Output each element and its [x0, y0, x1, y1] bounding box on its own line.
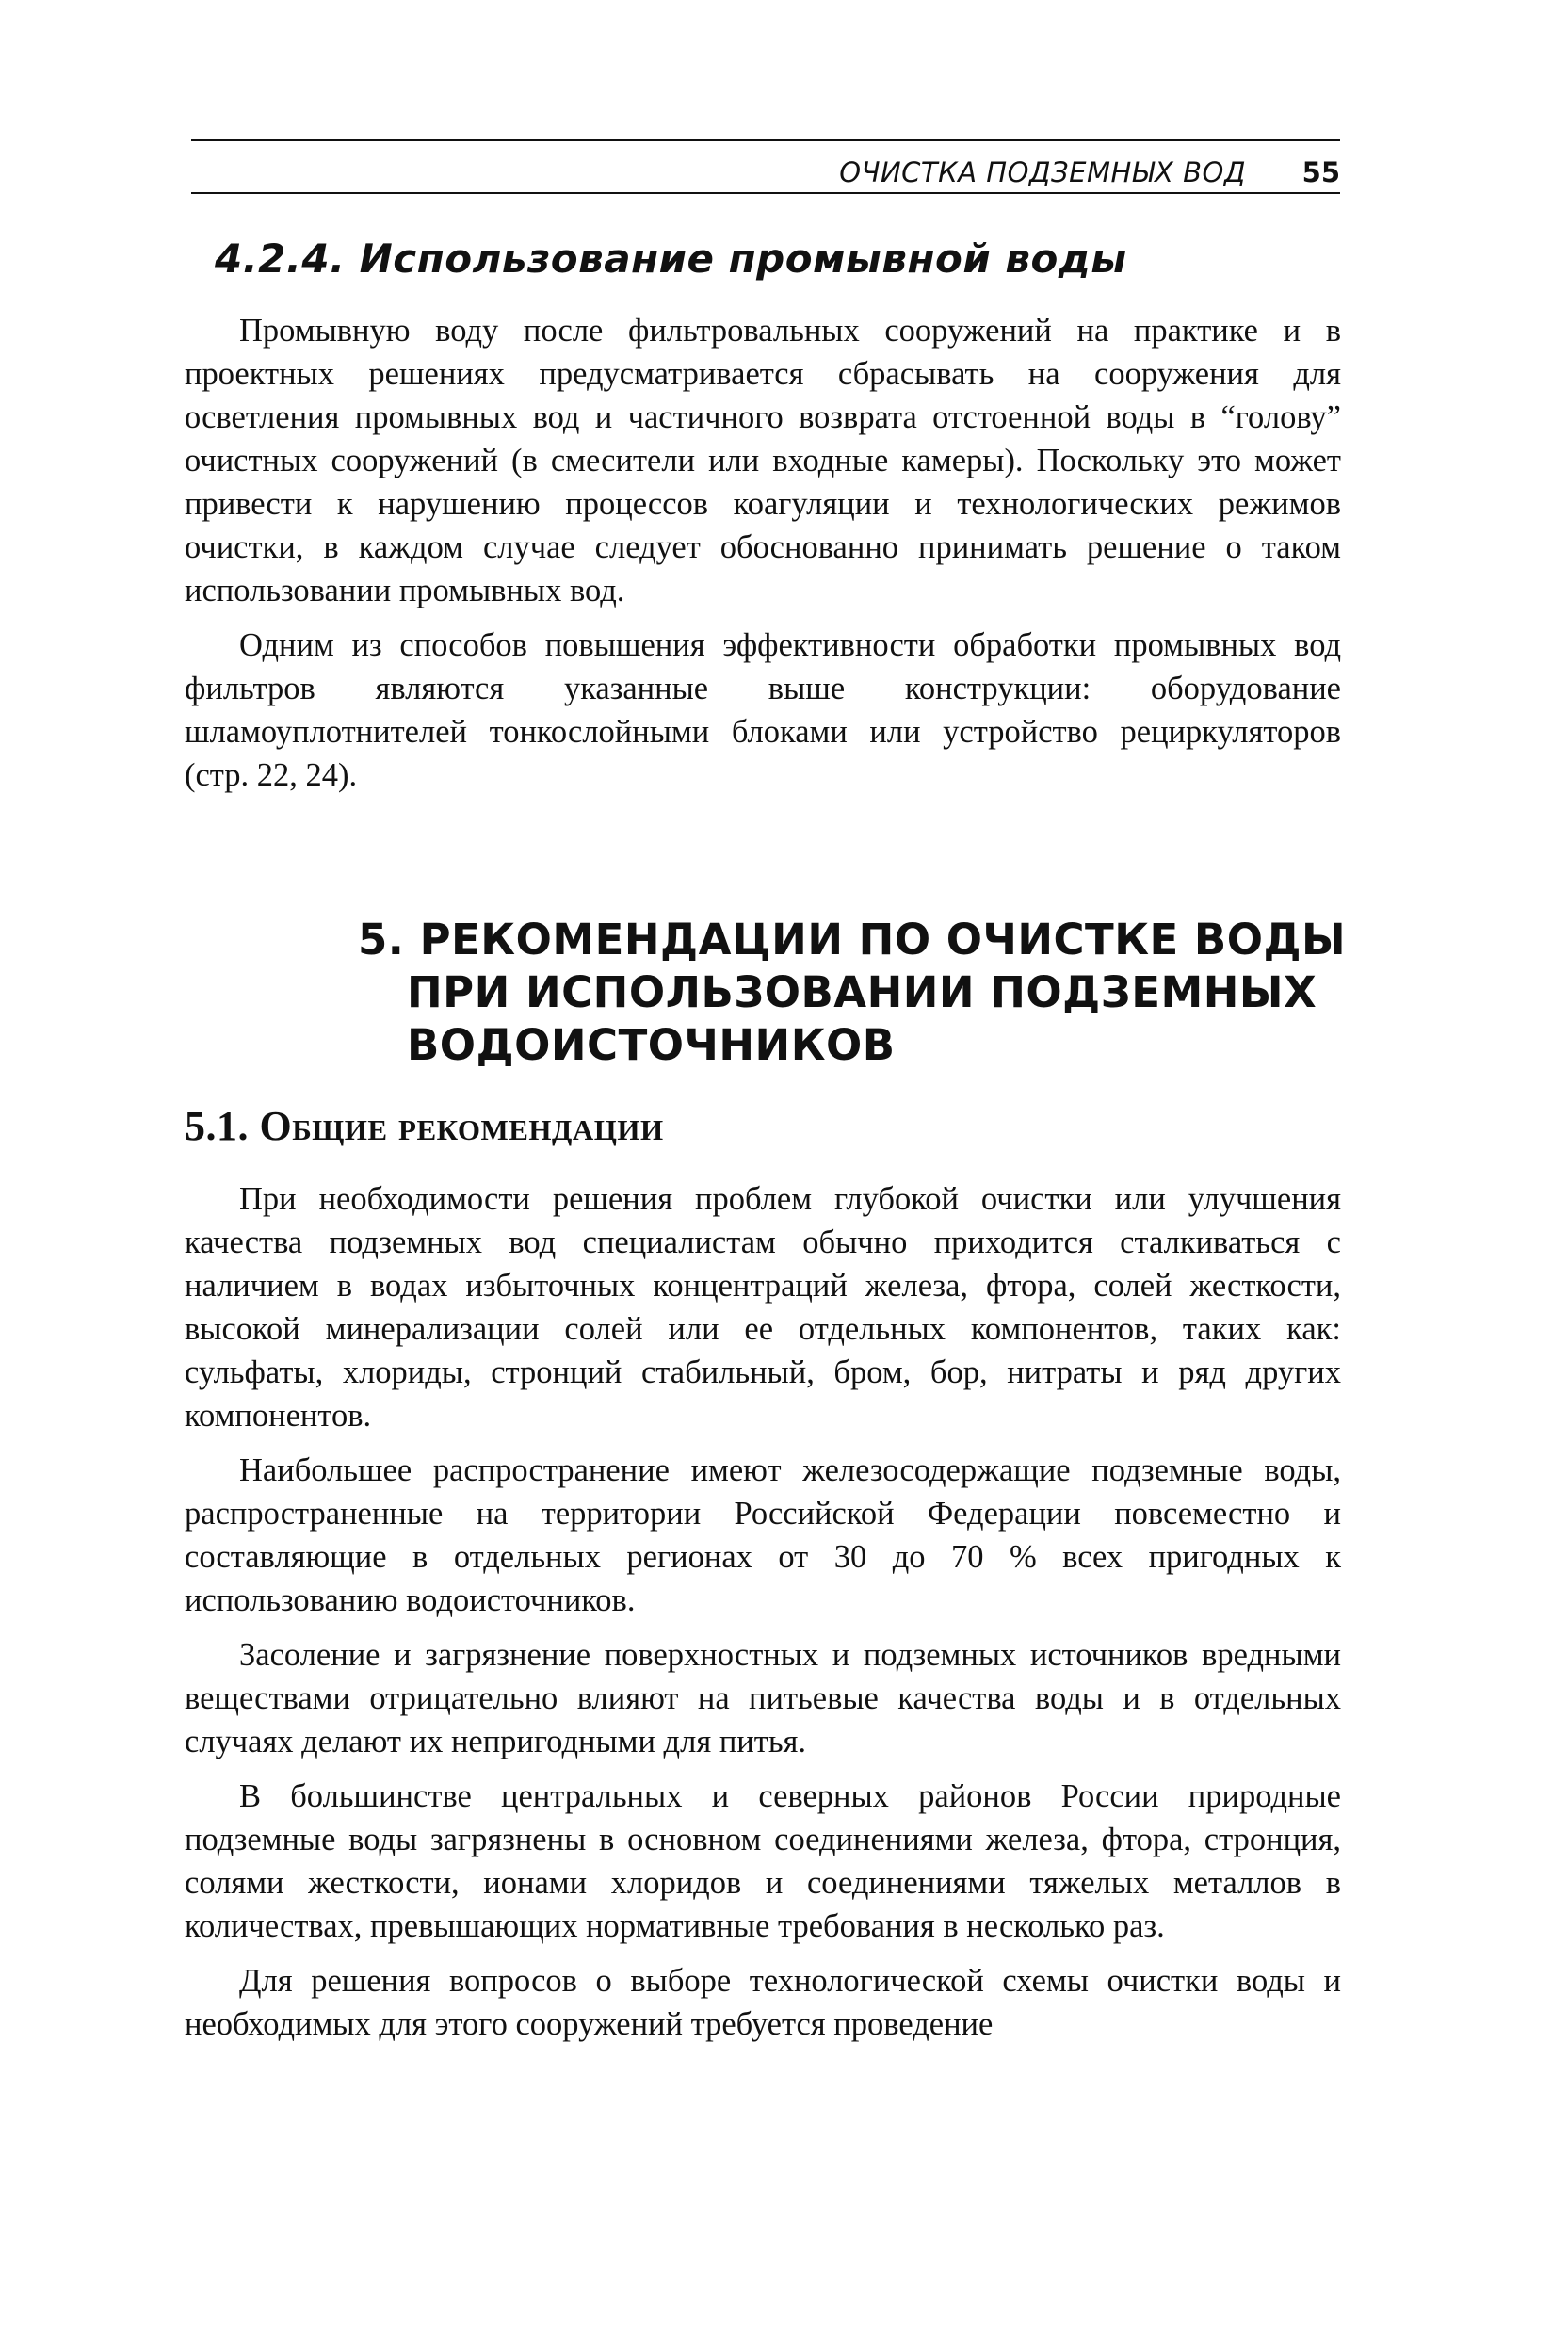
section-body [185, 1177, 1341, 2057]
running-header-title: ОЧИСТКА ПОДЗЕМНЫХ ВОД [839, 156, 1246, 188]
section-heading [185, 1102, 664, 1150]
chapter-heading-line: ВОДОИСТОЧНИКОВ [407, 1020, 896, 1070]
chapter-heading [358, 914, 1346, 1072]
paragraph: Засоление и загрязнение поверхностных и подземных источников вредными веществами отрицательно влияют на питьевые качества воды и в отдельных случаях делают их непригодными для питья. [185, 1637, 1341, 1759]
chapter-heading-line: ПРИ ИСПОЛЬЗОВАНИИ ПОДЗЕМНЫХ [407, 967, 1317, 1017]
chapter-heading-line: 5. РЕКОМЕНДАЦИИ ПО ОЧИСТКЕ ВОДЫ [358, 915, 1347, 965]
section-number: 5.1. [185, 1103, 249, 1149]
paragraph: В большинстве центральных и северных районов России природные подземные воды загрязнены в основном соединениями железа, фтора, стронция, солями жесткости, ионами хлоридов и соединениями тяжелых металлов в количествах, превышающих нормативные требования в несколько раз. [185, 1778, 1341, 1944]
subsection-heading: 4.2.4. Использование промывной воды [215, 235, 1127, 282]
paragraph: Для решения вопросов о выборе технологической схемы очистки воды и необходимых для этого сооружений требуется проведение [185, 1963, 1341, 2042]
section-title: Общие рекомендации [259, 1103, 664, 1149]
page-number: 55 [1301, 156, 1340, 188]
paragraph: Одним из способов повышения эффективности обработки промывных вод фильтров являются указанные выше конструкции: оборудование шламоуплотнителей тонкослойными блоками или устройство рециркуляторов (стр. 22, 24). [185, 627, 1341, 793]
running-header [191, 139, 1340, 190]
header-rule [191, 192, 1340, 194]
subsection-body [185, 309, 1341, 808]
paragraph: Промывную воду после фильтровальных сооружений на практике и в проектных решениях предусматривается сбрасывать на сооружения для осветления промывных вод и частичного возврата отстоенной воды в “голову” очистных сооружений (в смесители или входные камеры). Поскольку это может привести к нарушению процессов коагуляции и технологических режимов очистки, в каждом случае следует обоснованно принимать решение о таком использовании промывных вод. [185, 313, 1341, 608]
paragraph: Наибольшее распространение имеют железосодержащие подземные воды, распространенные на территории Российской Федерации повсеместно и составляющие в отдельных регионах от 30 до 70 % всех пригодных к использованию водоисточников. [185, 1452, 1341, 1618]
paragraph: При необходимости решения проблем глубокой очистки или улучшения качества подземных вод специалистам обычно приходится сталкиваться с наличием в водах избыточных концентраций железа, фтора, солей жесткости, высокой минерализации солей или ее отдельных компонентов, таких как: сульфаты, хлориды, стронций стабильный, бром, бор, нитраты и ряд других компонентов. [185, 1181, 1341, 1434]
